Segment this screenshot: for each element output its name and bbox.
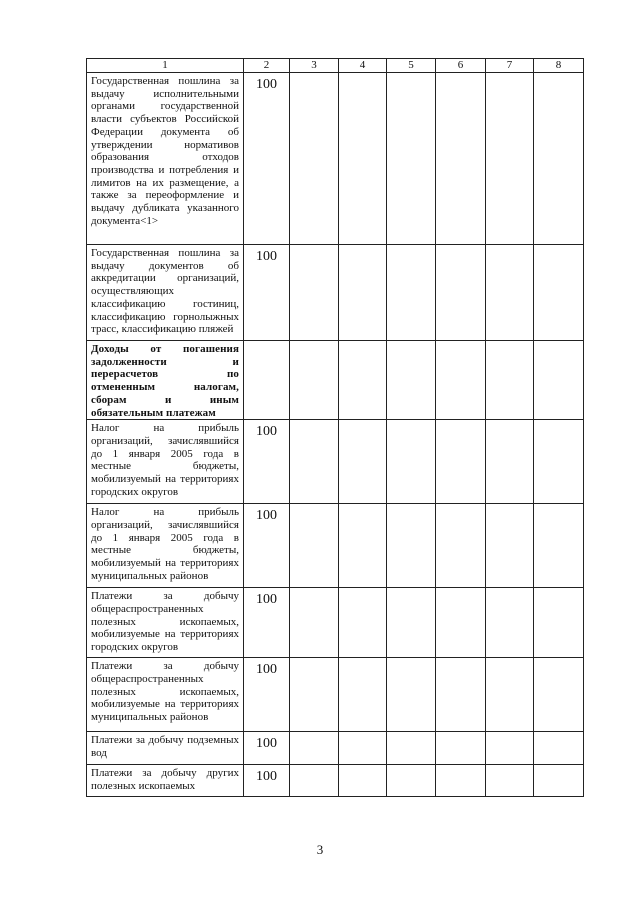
empty-cell-col-3	[290, 341, 339, 420]
revenue-name-cell	[87, 420, 244, 504]
empty-cell-col-5	[387, 588, 436, 658]
normative-percent-cell: 100	[244, 245, 290, 341]
revenue-name-text: Платежи за добычу других полезных ископаемых	[91, 767, 239, 792]
column-header-4: 4	[339, 59, 387, 73]
column-header-2: 2	[244, 59, 290, 73]
empty-cell-col-4	[339, 504, 387, 588]
empty-cell-col-3	[290, 765, 339, 797]
empty-cell-col-8	[534, 73, 584, 245]
revenue-name-text: Государственная пошлина за выдачу исполнительными органами государственной власти субъектов Российской Федерации документа об утверждении нормативов образования отходов производства и потребления и лимитов на их размещение, а также за переоформление и выдачу дубликата указанного документа<1>	[91, 75, 239, 227]
empty-cell-col-4	[339, 732, 387, 765]
empty-cell-col-6	[436, 341, 486, 420]
revenue-name-cell	[87, 504, 244, 588]
table-row	[87, 245, 584, 341]
table-row	[87, 420, 584, 504]
column-header-1: 1	[87, 59, 244, 73]
empty-cell-col-7	[486, 588, 534, 658]
empty-cell-col-7	[486, 73, 534, 245]
revenue-name-cell	[87, 732, 244, 765]
revenue-name-text: Платежи за добычу общераспространенных полезных ископаемых, мобилизуемые на территориях муниципальных районов	[91, 660, 239, 724]
normative-percent-cell: 100	[244, 658, 290, 732]
empty-cell-col-8	[534, 765, 584, 797]
empty-cell-col-3	[290, 420, 339, 504]
table-row	[87, 732, 584, 765]
table-header-row	[87, 59, 584, 73]
empty-cell-col-7	[486, 420, 534, 504]
empty-cell-col-7	[486, 245, 534, 341]
empty-cell-col-8	[534, 245, 584, 341]
empty-cell-col-8	[534, 504, 584, 588]
revenue-name-cell	[87, 341, 244, 420]
column-header-7: 7	[486, 59, 534, 73]
revenue-name-cell	[87, 765, 244, 797]
empty-cell-col-7	[486, 504, 534, 588]
empty-cell-col-3	[290, 732, 339, 765]
empty-cell-col-8	[534, 588, 584, 658]
empty-cell-col-6	[436, 504, 486, 588]
empty-cell-col-6	[436, 420, 486, 504]
table-row	[87, 765, 584, 797]
empty-cell-col-7	[486, 732, 534, 765]
empty-cell-col-6	[436, 658, 486, 732]
empty-cell-col-7	[486, 658, 534, 732]
empty-cell-col-4	[339, 765, 387, 797]
empty-cell-col-5	[387, 765, 436, 797]
empty-cell-col-5	[387, 504, 436, 588]
revenue-name-text: Государственная пошлина за выдачу документов об аккредитации организаций, осуществляющих классификацию гостиниц, классификацию горнолыжных трасс, классификацию пляжей	[91, 247, 239, 336]
column-header-8: 8	[534, 59, 584, 73]
empty-cell-col-6	[436, 732, 486, 765]
revenue-name-cell	[87, 245, 244, 341]
revenue-name-cell	[87, 73, 244, 245]
page-number: 3	[316, 842, 324, 857]
empty-cell-col-4	[339, 588, 387, 658]
column-header-3: 3	[290, 59, 339, 73]
normative-percent-cell: 100	[244, 504, 290, 588]
column-header-5: 5	[387, 59, 436, 73]
empty-cell-col-8	[534, 420, 584, 504]
table-row	[87, 658, 584, 732]
normative-percent-cell: 100	[244, 732, 290, 765]
empty-cell-col-6	[436, 245, 486, 341]
table-row	[87, 341, 584, 420]
empty-cell-col-5	[387, 732, 436, 765]
table-row	[87, 504, 584, 588]
empty-cell-col-4	[339, 658, 387, 732]
revenue-name-text: Платежи за добычу подземных вод	[91, 734, 239, 759]
empty-cell-col-5	[387, 658, 436, 732]
empty-cell-col-4	[339, 73, 387, 245]
empty-cell-col-5	[387, 420, 436, 504]
table-row	[87, 73, 584, 245]
normative-percent-cell: 100	[244, 73, 290, 245]
empty-cell-col-5	[387, 73, 436, 245]
revenue-name-text: Налог на прибыль организаций, зачислявшийся до 1 января 2005 года в местные бюджеты, мобилизуемый на территориях муниципальных районов	[91, 506, 239, 582]
empty-cell-col-4	[339, 420, 387, 504]
empty-cell-col-8	[534, 341, 584, 420]
revenue-distribution-table	[86, 58, 584, 797]
empty-cell-col-3	[290, 588, 339, 658]
empty-cell-col-3	[290, 73, 339, 245]
empty-cell-col-3	[290, 504, 339, 588]
revenue-name-text: Платежи за добычу общераспространенных полезных ископаемых, мобилизуемые на территориях городских округов	[91, 590, 239, 654]
empty-cell-col-8	[534, 732, 584, 765]
empty-cell-col-3	[290, 245, 339, 341]
table-row	[87, 588, 584, 658]
empty-cell-col-5	[387, 245, 436, 341]
column-header-6: 6	[436, 59, 486, 73]
normative-percent-cell: 100	[244, 765, 290, 797]
empty-cell-col-4	[339, 245, 387, 341]
revenue-name-text: Доходы от погашения задолженности и перерасчетов по отмененным налогам, сборам и иным обязательным платежам	[91, 343, 239, 419]
empty-cell-col-4	[339, 341, 387, 420]
empty-cell-col-7	[486, 341, 534, 420]
normative-percent-cell	[244, 341, 290, 420]
empty-cell-col-6	[436, 73, 486, 245]
revenue-name-cell	[87, 658, 244, 732]
normative-percent-cell: 100	[244, 588, 290, 658]
empty-cell-col-5	[387, 341, 436, 420]
empty-cell-col-8	[534, 658, 584, 732]
revenue-name-cell	[87, 588, 244, 658]
empty-cell-col-6	[436, 765, 486, 797]
empty-cell-col-6	[436, 588, 486, 658]
empty-cell-col-3	[290, 658, 339, 732]
empty-cell-col-7	[486, 765, 534, 797]
revenue-name-text: Налог на прибыль организаций, зачислявшийся до 1 января 2005 года в местные бюджеты, мобилизуемый на территориях городских округов	[91, 422, 239, 498]
normative-percent-cell: 100	[244, 420, 290, 504]
